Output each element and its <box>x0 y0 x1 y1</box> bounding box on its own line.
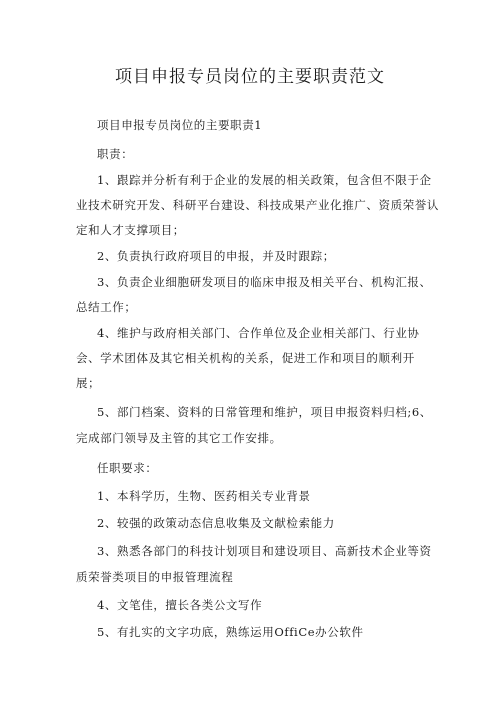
requirements-label: 任职要求： <box>97 461 158 475</box>
duty-4-line-1: 4、维护与政府相关部门、合作单位及企业相关部门、行业协 <box>97 326 420 340</box>
duty-2-line-1: 2、负责执行政府项目的申报，并及时跟踪； <box>97 249 335 263</box>
requirement-4: 4、文笔佳，擅长各类公文写作 <box>97 598 263 612</box>
requirement-5: 5、有扎实的文字功底，熟练运用OffiCe办公软件 <box>97 625 364 639</box>
duty-3-line-2: 总结工作； <box>76 300 137 314</box>
duty-1-line-3: 定和人才支撑项目； <box>76 223 185 237</box>
requirement-1: 1、本科学历，生物、医药相关专业背景 <box>97 489 311 503</box>
duty-4-line-3: 展； <box>76 376 101 390</box>
requirement-3-line-1: 3、熟悉各部门的科技计划项目和建设项目、高新技术企业等资 <box>97 544 432 558</box>
requirement-3-line-2: 质荣誉类项目的申报管理流程 <box>76 570 234 584</box>
duty-1-line-1: 1、跟踪并分析有利于企业的发展的相关政策，包含但不限于企 <box>97 173 432 187</box>
duty-5-line-1: 5、部门档案、资料的日常管理和维护，项目申报资料归档;6、 <box>97 405 432 419</box>
duties-label: 职责： <box>97 147 134 161</box>
section-heading: 项目申报专员岗位的主要职责1 <box>97 118 263 132</box>
duty-1-line-2: 业技术研究开发、科研平台建设、科技成果产业化推广、资质荣誉认 <box>76 198 439 212</box>
document-title: 项目申报专员岗位的主要职责范文 <box>115 67 385 87</box>
duty-5-line-2: 完成部门领导及主管的其它工作安排。 <box>76 431 282 445</box>
duty-3-line-1: 3、负责企业细胞研发项目的临床申报及相关平台、机构汇报、 <box>97 275 432 289</box>
requirement-2: 2、较强的政策动态信息收集及文献检索能力 <box>97 516 335 530</box>
duty-4-line-2: 会、学术团体及其它相关机构的关系，促进工作和项目的顺利开 <box>76 351 415 365</box>
